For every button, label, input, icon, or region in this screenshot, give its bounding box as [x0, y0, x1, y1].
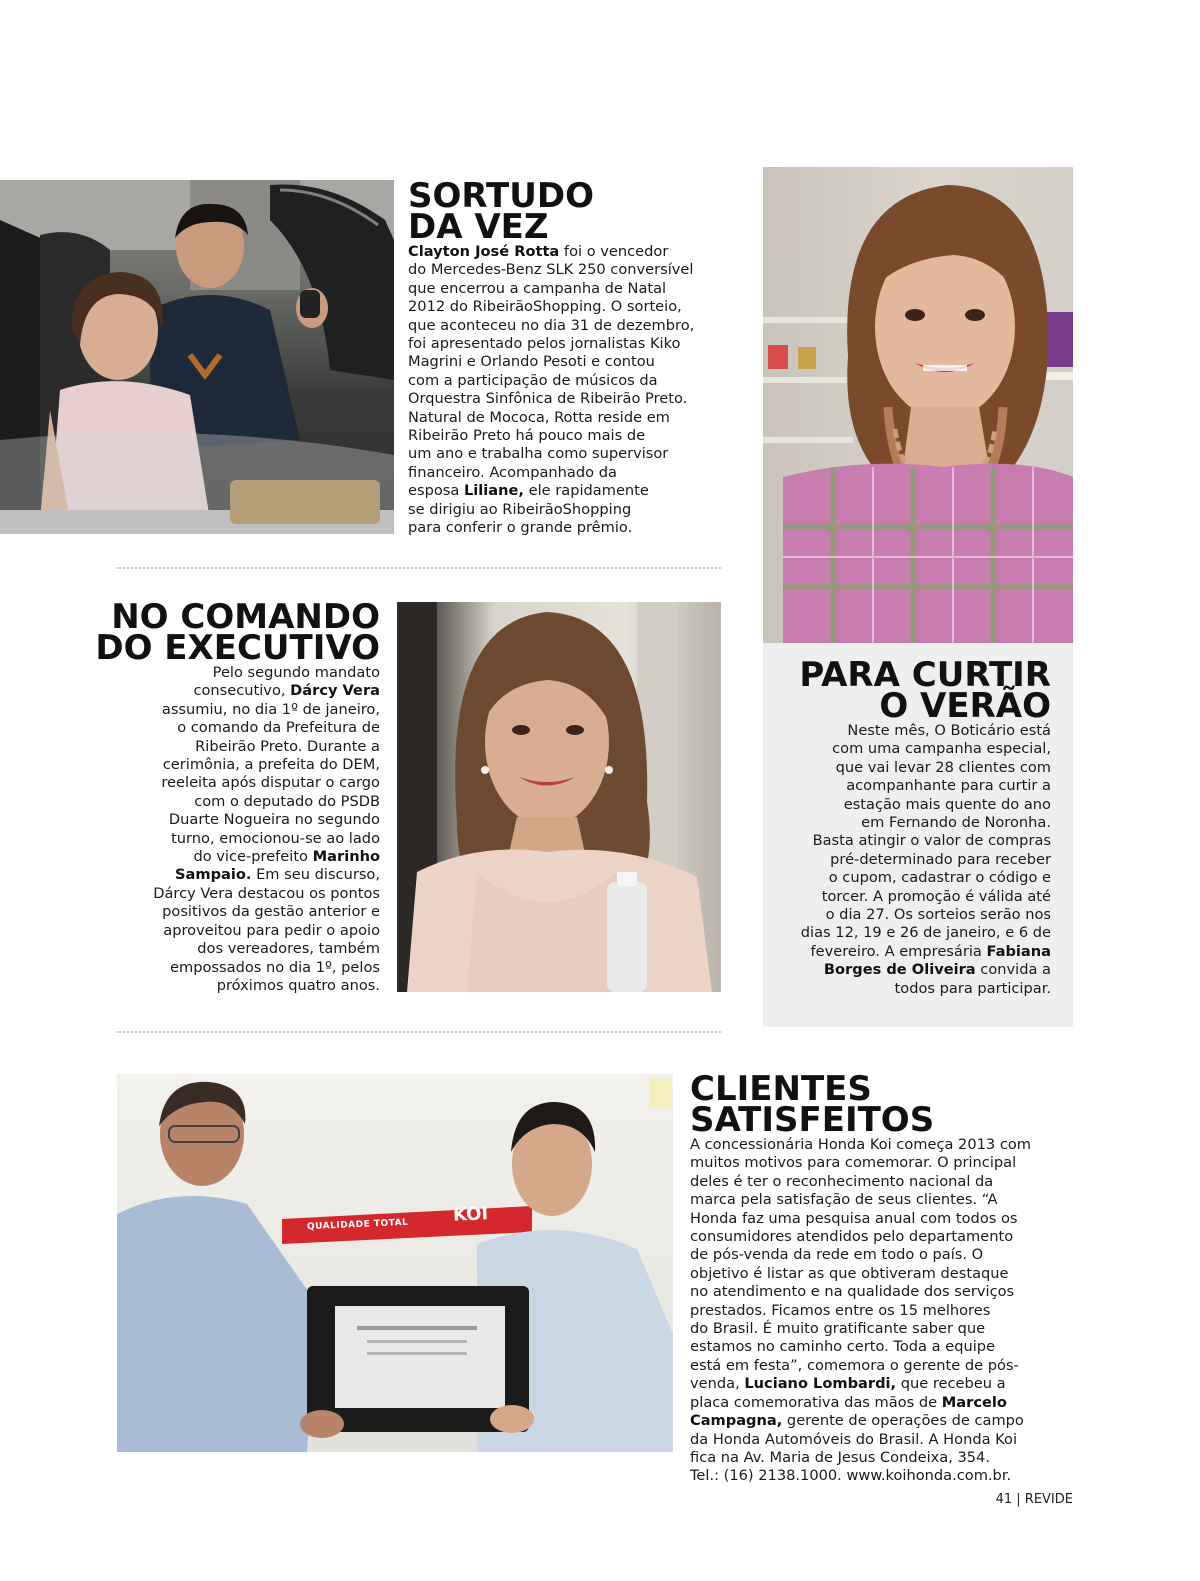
- text-run: Natural de Mococa, Rotta reside em: [408, 408, 670, 426]
- text-line: [80, 848, 380, 866]
- bold-name: Borges de Oliveira: [823, 961, 976, 979]
- text-line: [80, 719, 380, 737]
- text-line: [690, 1228, 1090, 1246]
- text-run: venda,: [690, 1375, 745, 1393]
- text-line: [408, 372, 738, 390]
- text-run: um ano e trabalha como supervisor: [408, 445, 669, 463]
- text-run: Magrini e Orlando Pesoti e contou: [408, 353, 655, 371]
- text-line: [690, 1449, 1090, 1467]
- article-title-line: DO EXECUTIVO: [95, 628, 380, 668]
- text-run: está em festa”, comemora o gerente de pós-: [690, 1356, 1019, 1374]
- text-line: [775, 832, 1051, 850]
- text-run: Basta atingir o valor de compras: [812, 832, 1051, 850]
- text-run: financeiro. Acompanhado da: [408, 463, 617, 481]
- text-line: [80, 756, 380, 774]
- article-title-line: NO COMANDO: [111, 597, 380, 637]
- text-line: [80, 885, 380, 903]
- text-line: [775, 851, 1051, 869]
- bold-name: Liliane,: [463, 482, 524, 500]
- text-line: [690, 1320, 1090, 1338]
- text-line: [690, 1283, 1090, 1301]
- article-body: [775, 722, 1051, 998]
- text-run: ele rapidamente: [523, 482, 649, 500]
- text-run: aproveitou para pedir o apoio: [163, 921, 380, 939]
- photo-mayor-art: [397, 602, 721, 992]
- article-title: CLIENTES SATISFEITOS: [690, 1069, 935, 1140]
- text-line: [690, 1394, 1090, 1412]
- text-line: [408, 261, 738, 279]
- photo-woman-necklace-art: [763, 167, 1073, 643]
- text-run: Neste mês, O Boticário está: [847, 722, 1051, 739]
- text-run: que vai levar 28 clientes com: [835, 758, 1051, 776]
- text-line: [80, 940, 380, 958]
- bold-name: Dárcy Vera: [290, 682, 380, 700]
- text-run: dias 12, 19 e 26 de janeiro, e 6 de: [800, 924, 1051, 942]
- text-run: consumidores atendidos pelo departamento: [690, 1228, 1014, 1246]
- text-line: [80, 793, 380, 811]
- article-verao: [775, 655, 1051, 998]
- text-run: do Mercedes-Benz SLK 250 conversível: [408, 261, 694, 279]
- text-line: [690, 1412, 1090, 1430]
- text-run: fica na Av. Maria de Jesus Condeixa, 354.: [690, 1448, 990, 1466]
- sticky-note-icon: [650, 1079, 672, 1107]
- text-run: com uma campanha especial,: [832, 740, 1051, 758]
- text-line: [408, 353, 738, 371]
- text-run: esposa: [408, 482, 464, 500]
- text-run: com o deputado do PSDB: [194, 792, 380, 810]
- text-line: [690, 1302, 1090, 1320]
- text-line: [690, 1154, 1090, 1172]
- text-line: [775, 888, 1051, 906]
- text-run: da Honda Automóveis do Brasil. A Honda Koi: [690, 1430, 1018, 1448]
- text-line: [690, 1136, 1090, 1154]
- text-line: [775, 777, 1051, 795]
- article-clientes: [690, 1069, 1090, 1486]
- text-run: deles é ter o reconhecimento nacional da: [690, 1172, 994, 1190]
- text-line: [80, 701, 380, 719]
- text-run: se dirigiu ao RibeirãoShopping: [408, 500, 632, 518]
- text-line: [690, 1173, 1090, 1191]
- text-run: assumiu, no dia 1º de janeiro,: [161, 700, 380, 718]
- page-footer: [980, 1492, 1073, 1507]
- text-run: que encerrou a campanha de Natal: [408, 279, 667, 297]
- article-title: [408, 176, 738, 247]
- text-line: [690, 1375, 1090, 1393]
- bold-name: Marinho: [312, 848, 380, 866]
- text-run: que aconteceu no dia 31 de dezembro,: [408, 316, 695, 334]
- text-line: [775, 961, 1051, 979]
- text-run: positivos da gestão anterior e: [162, 903, 380, 921]
- article-sortudo: [408, 176, 738, 538]
- text-run: Ribeirão Preto há pouco mais de: [408, 427, 646, 445]
- text-line: [80, 922, 380, 940]
- bold-name: Luciano Lombardi,: [744, 1375, 897, 1393]
- text-run: foi apresentado pelos jornalistas Kiko: [408, 335, 681, 353]
- bold-name: Sampaio.: [175, 866, 252, 884]
- text-run: A concessionária Honda Koi começa 2013 com: [690, 1136, 1032, 1153]
- text-run: empossados no dia 1º, pelos: [170, 958, 380, 976]
- text-line: [408, 317, 738, 335]
- banner-brand: KOI: [452, 1203, 489, 1226]
- text-run: prestados. Ficamos entre os 15 melhores: [690, 1301, 991, 1319]
- article-body: [408, 243, 738, 538]
- bold-name: Clayton José Rotta: [408, 243, 560, 260]
- text-run: Duarte Nogueira no segundo: [168, 811, 380, 829]
- text-line: [408, 445, 738, 463]
- photo-woman-necklace: [763, 167, 1073, 643]
- text-line: [775, 924, 1051, 942]
- text-run: todos para participar.: [894, 979, 1051, 997]
- text-run: com a participação de músicos da: [408, 371, 658, 389]
- text-line: [80, 866, 380, 884]
- article-title-line: O VERÃO: [879, 686, 1051, 726]
- divider: [116, 1031, 721, 1033]
- text-run: acompanhante para curtir a: [846, 777, 1051, 795]
- divider: [116, 567, 721, 569]
- text-line: [408, 390, 738, 408]
- text-run: reeleita após disputar o cargo: [161, 774, 380, 792]
- text-run: pré-determinado para receber: [830, 850, 1051, 868]
- text-line: [690, 1210, 1090, 1228]
- text-run: de pós-venda da rede em todo o país. O: [690, 1246, 984, 1264]
- bold-name: Campagna,: [690, 1412, 783, 1430]
- text-run: o comando da Prefeitura de: [177, 719, 380, 737]
- text-run: do Brasil. É muito gratificante saber que: [690, 1320, 986, 1338]
- text-run: objetivo é listar as que obtiveram destaque: [690, 1264, 1009, 1282]
- text-run: 2012 do RibeirãoShopping. O sorteio,: [408, 298, 682, 316]
- text-line: [690, 1357, 1090, 1375]
- text-line: [690, 1431, 1090, 1449]
- footer-separator: |: [1016, 1492, 1021, 1507]
- text-line: [690, 1246, 1090, 1264]
- text-run: que recebeu a: [896, 1375, 1006, 1393]
- text-run: do vice-prefeito: [193, 848, 313, 866]
- bold-name: Fabiana: [986, 942, 1051, 960]
- photo-award-plaque: [117, 1074, 673, 1452]
- article-title: [80, 597, 380, 668]
- text-line: [408, 519, 738, 537]
- text-line: [408, 464, 738, 482]
- text-run: convida a: [975, 961, 1051, 979]
- text-run: o cupom, cadastrar o código e: [828, 869, 1051, 887]
- text-line: [408, 335, 738, 353]
- text-run: o dia 27. Os sorteios serão nos: [825, 906, 1051, 924]
- text-run: muitos motivos para comemorar. O principal: [690, 1154, 1017, 1172]
- text-line: [80, 830, 380, 848]
- text-line: [775, 814, 1051, 832]
- article-body: [690, 1136, 1090, 1486]
- article-comando: [80, 597, 380, 995]
- text-run: Orquestra Sinfônica de Ribeirão Preto.: [408, 390, 688, 408]
- text-run: Ribeirão Preto. Durante a: [195, 737, 380, 755]
- article-body: [80, 664, 380, 995]
- text-line: [775, 980, 1051, 998]
- page-number: 41: [995, 1492, 1013, 1507]
- text-run: turno, emocionou-se ao lado: [171, 829, 380, 847]
- text-line: [80, 903, 380, 921]
- text-run: foi o vencedor: [559, 243, 669, 260]
- text-run: gerente de operações de campo: [782, 1412, 1024, 1430]
- photo-couple-convertible: [0, 180, 394, 534]
- photo-mayor: [397, 602, 721, 992]
- text-line: [408, 243, 738, 261]
- text-run: Honda faz uma pesquisa anual com todos os: [690, 1209, 1018, 1227]
- text-line: [775, 722, 1051, 740]
- text-run: em Fernando de Noronha.: [861, 814, 1051, 832]
- text-line: [690, 1467, 1090, 1485]
- text-line: [408, 501, 738, 519]
- text-run: dos vereadores, também: [197, 940, 380, 958]
- text-run: no atendimento e na qualidade dos serviços: [690, 1283, 1015, 1301]
- text-run: Tel.: (16) 2138.1000. www.koihonda.com.br.: [690, 1467, 1012, 1485]
- text-run: cerimônia, a prefeita do DEM,: [162, 756, 380, 774]
- text-run: placa comemorativa das mãos de: [690, 1393, 942, 1411]
- text-run: fevereiro. A empresária: [810, 942, 987, 960]
- text-run: marca pela satisfação de seus clientes. “A: [690, 1191, 998, 1209]
- text-line: [690, 1265, 1090, 1283]
- text-line: [408, 427, 738, 445]
- text-line: [408, 409, 738, 427]
- text-line: [80, 959, 380, 977]
- banner-text: QUALIDADE TOTAL: [306, 1217, 409, 1233]
- article-title-line: PARA CURTIR: [799, 655, 1051, 695]
- text-line: [80, 977, 380, 995]
- text-run: estação mais quente do ano: [843, 795, 1051, 813]
- text-line: [80, 774, 380, 792]
- photo-couple-convertible-art: [0, 180, 394, 534]
- article-title: [775, 655, 1051, 726]
- text-line: [408, 280, 738, 298]
- text-line: [80, 682, 380, 700]
- text-line: [775, 906, 1051, 924]
- text-line: [775, 759, 1051, 777]
- text-run: Em seu discurso,: [251, 866, 380, 884]
- text-line: [775, 869, 1051, 887]
- text-run: para conferir o grande prêmio.: [408, 519, 633, 537]
- text-line: [408, 298, 738, 316]
- text-line: [690, 1191, 1090, 1209]
- text-run: próximos quatro anos.: [216, 976, 380, 994]
- article-title-line: DA VEZ: [408, 207, 549, 247]
- text-run: estamos no caminho certo. Toda a equipe: [690, 1338, 996, 1356]
- text-line: [775, 796, 1051, 814]
- text-run: Dárcy Vera destacou os pontos: [153, 884, 380, 902]
- magazine-name: REVIDE: [1024, 1492, 1073, 1507]
- text-line: [80, 811, 380, 829]
- photo-award-plaque-art: [117, 1074, 673, 1452]
- text-run: consecutivo,: [193, 682, 291, 700]
- text-line: [775, 943, 1051, 961]
- text-line: [690, 1338, 1090, 1356]
- text-line: [80, 738, 380, 756]
- bold-name: Marcelo: [941, 1393, 1007, 1411]
- text-run: Pelo segundo mandato: [212, 664, 380, 681]
- article-title-line: SORTUDO: [408, 176, 594, 216]
- text-run: torcer. A promoção é válida até: [821, 887, 1051, 905]
- text-line: [775, 740, 1051, 758]
- text-line: [408, 482, 738, 500]
